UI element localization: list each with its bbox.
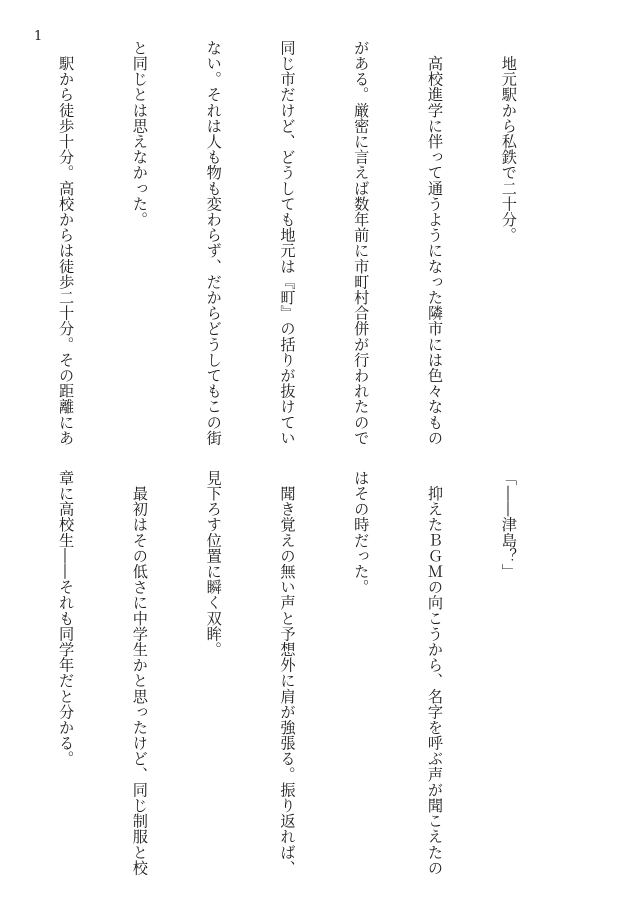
text-line: 同じ市だけど、どうしても地元は『町』の括りが抜けてい (278, 40, 297, 446)
bottom-text-block (57, 470, 570, 876)
top-text-block (57, 40, 570, 446)
text-line (0, 40, 4, 440)
text-line: 「――津島？」 (499, 470, 518, 580)
text-line: はその時だった。 (352, 470, 371, 595)
text-line: 高校進学に伴って通うようになった隣市には色々なもの (426, 40, 445, 446)
text-line: 聞き覚えの無い声と予想外に肩が強張る。振り返れば、 (278, 470, 297, 876)
page-number: 1 (34, 29, 43, 44)
text-line: 見下ろす位置に瞬く双眸。 (204, 470, 223, 658)
text-line: 抑えたＢＧＭの向こうから、名字を呼ぶ声が聞こえたの (426, 470, 445, 876)
text-line (0, 470, 4, 870)
text-line: 地元駅から私鉄で二十分。 (499, 40, 518, 243)
text-line: 章に高校生――それも同学年だと分かる。 (57, 470, 76, 767)
text-line: ない。それは人も物も変わらず、だからどうしてもこの街 (204, 40, 223, 446)
text-line: と同じとは思えなかった。 (130, 40, 149, 228)
text-line: 駅から徒歩十分。高校からは徒歩二十分。その距離にあ (57, 40, 76, 446)
text-line: 最初はその低さに中学生かと思ったけど、同じ制服と校 (130, 470, 149, 876)
text-line: がある。厳密に言えば数年前に市町村合併が行われたので (352, 40, 371, 446)
